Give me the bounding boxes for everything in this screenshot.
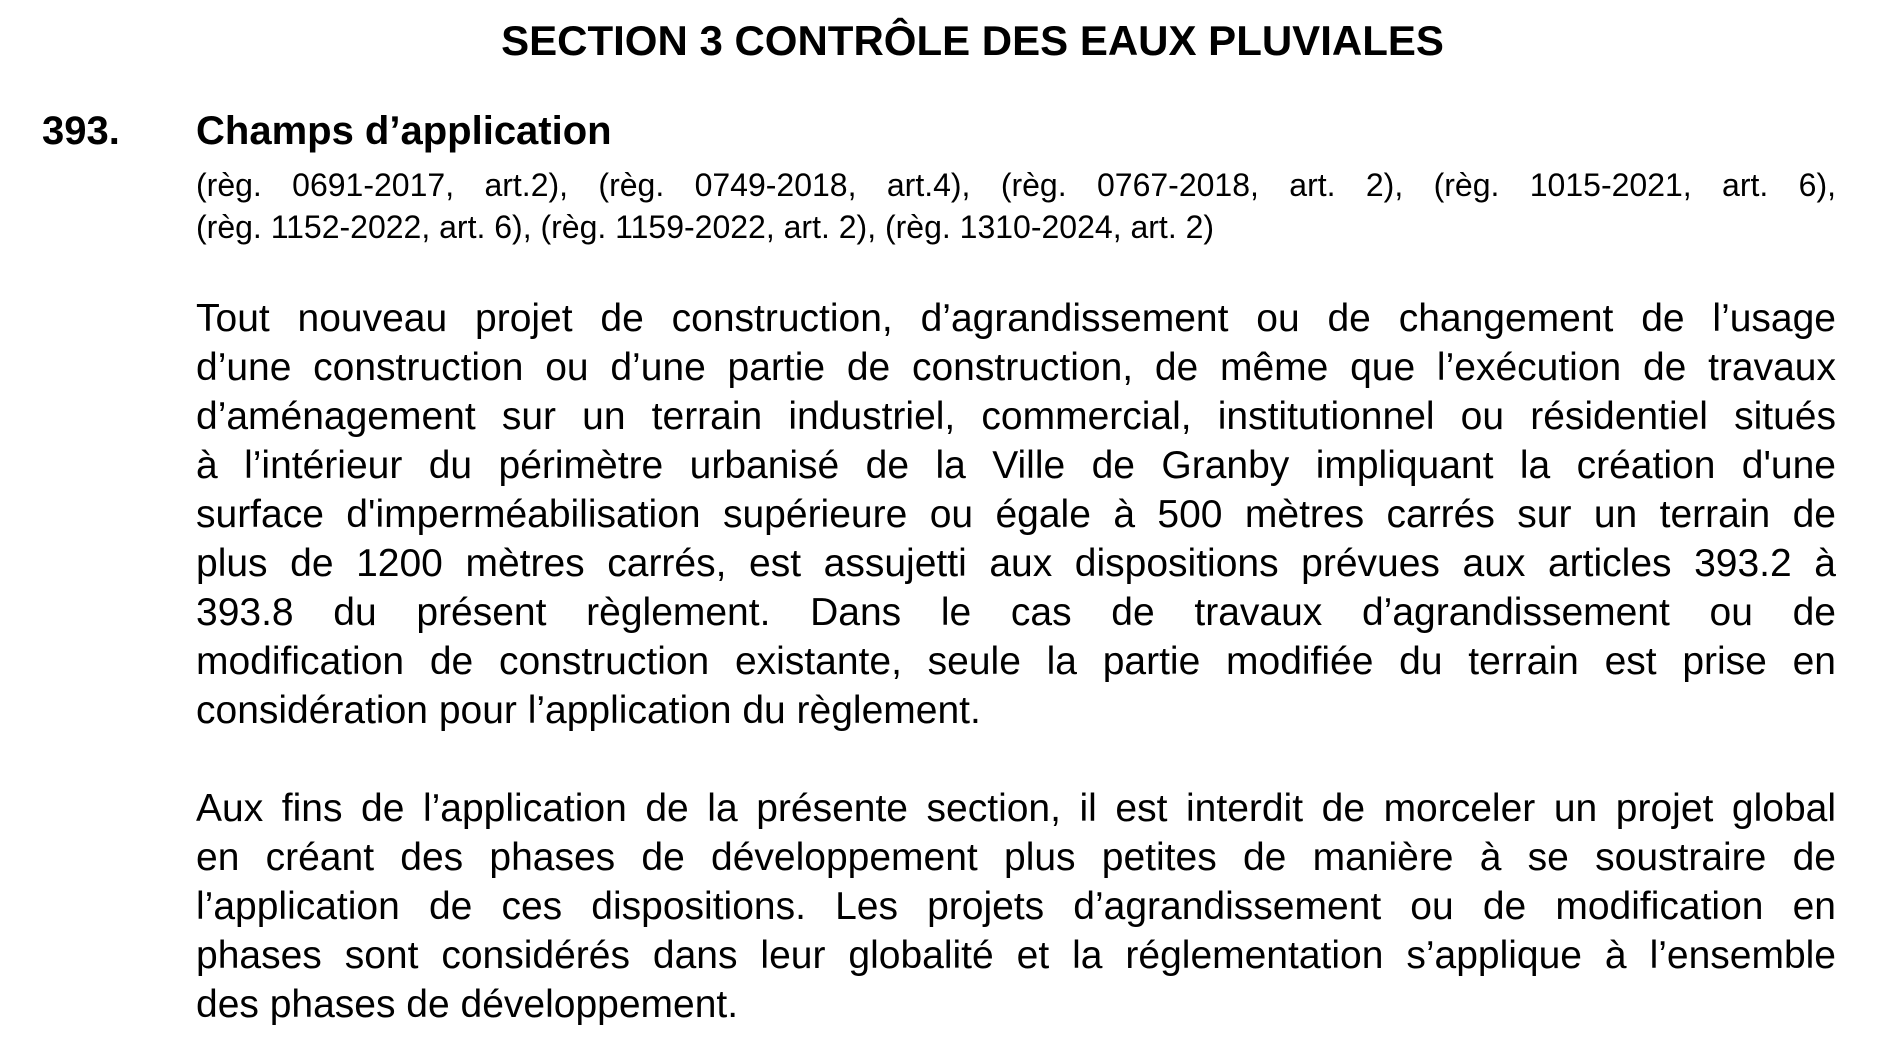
reference-line: (règ. 1152-2022, art. 6), (règ. 1159-2022, art. 2), (règ. 1310-2024, art. 2) [196,209,1215,245]
text-line: surface d'imperméabilisation supérieure ou égale à 500 mètres carrés sur un terrain de [196,493,1836,536]
text-line: l’application de ces dispositions. Les projets d’agrandissement ou de modification en [196,885,1836,928]
reference-line: (règ. 0691-2017, art.2), (règ. 0749-2018, art.4), (règ. 0767-2018, art. 2), (règ. 1015-2021, art. 6), [196,167,1836,203]
text-line: d’une construction ou d’une partie de construction, de même que l’exécution de travaux [196,346,1836,389]
text-line: considération pour l’application du règlement. [196,689,981,732]
text-line: Aux fins de l’application de la présente section, il est interdit de morceler un projet global [196,787,1836,830]
text-line: à l’intérieur du périmètre urbanisé de la Ville de Granby impliquant la création d'une [196,444,1836,487]
article-title: Champs d’application [196,109,612,153]
text-line: plus de 1200 mètres carrés, est assujetti aux dispositions prévues aux articles 393.2 à [196,542,1836,585]
article-number: 393. [42,109,120,153]
amendment-references [196,164,1836,248]
section-title: SECTION 3 CONTRÔLE DES EAUX PLUVIALES [501,17,1444,64]
text-line: en créant des phases de développement plus petites de manière à se soustraire de [196,836,1836,879]
text-line: modification de construction existante, seule la partie modifiée du terrain est prise en [196,640,1836,683]
text-line: Tout nouveau projet de construction, d’agrandissement ou de changement de l’usage [196,297,1836,340]
text-line: phases sont considérés dans leur globalité et la réglementation s’applique à l’ensemble [196,934,1836,977]
paragraph-phasing [196,784,1836,1029]
text-line: d’aménagement sur un terrain industriel, commercial, institutionnel ou résidentiel situés [196,395,1836,438]
paragraph-scope [196,294,1836,735]
text-line: 393.8 du présent règlement. Dans le cas de travaux d’agrandissement ou de [196,591,1836,634]
text-line: des phases de développement. [196,983,739,1026]
